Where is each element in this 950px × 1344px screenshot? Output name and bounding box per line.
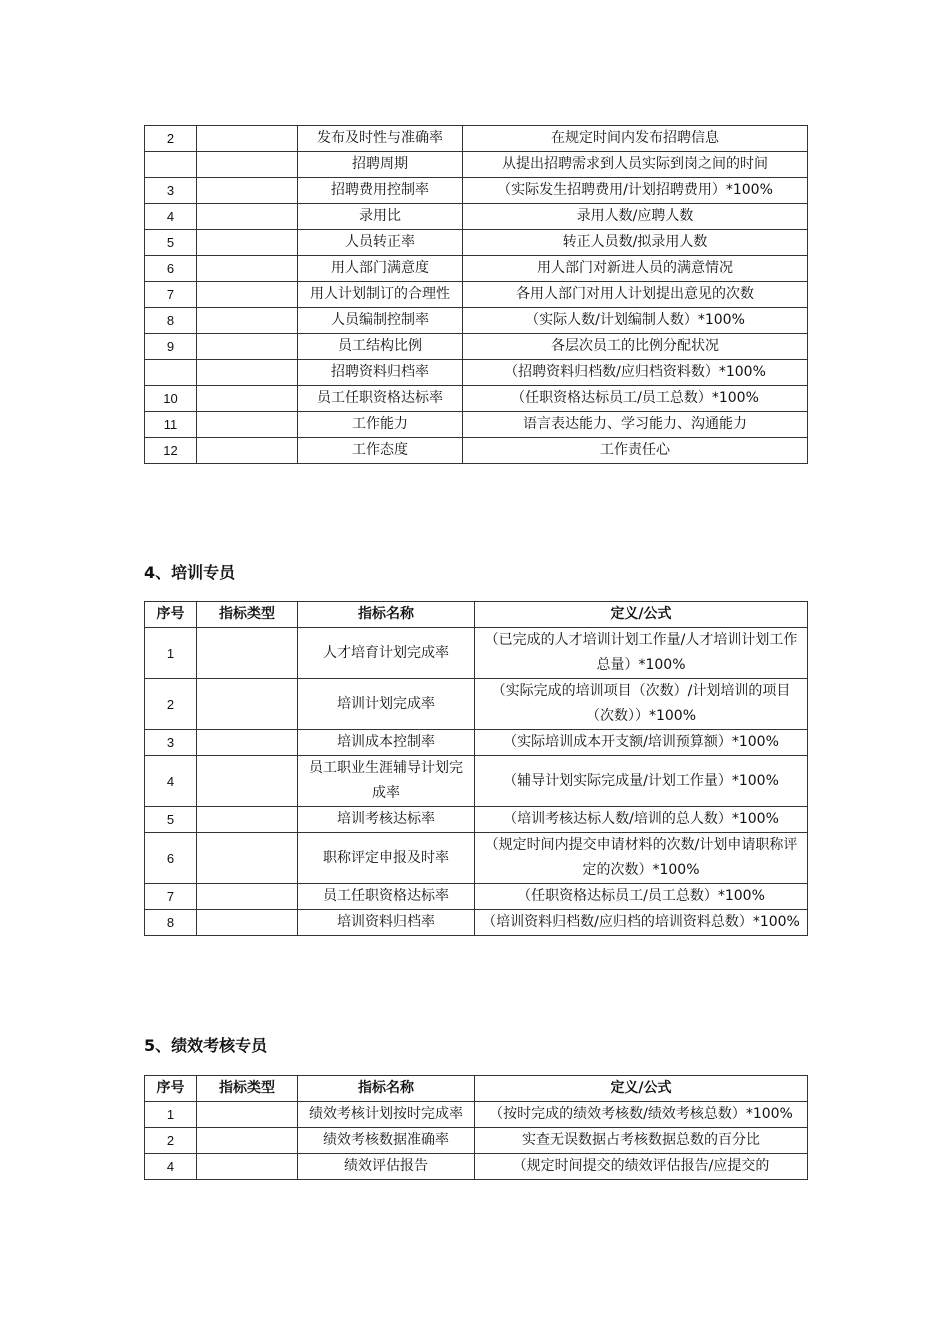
table-row [145, 230, 808, 256]
cell-no: 3 [145, 178, 197, 204]
cell-def: （规定时间提交的绩效评估报告/应提交的 [475, 1154, 808, 1180]
cell-no: 1 [145, 628, 197, 679]
cell-def: （招聘资料归档数/应归档资料数）*100% [463, 360, 808, 386]
cell-def: （已完成的人才培训计划工作量/人才培训计划工作总量）*100% [475, 628, 808, 679]
cell-type [197, 126, 298, 152]
cell-name: 绩效考核数据准确率 [298, 1128, 475, 1154]
cell-name: 培训考核达标率 [298, 807, 475, 833]
cell-type [197, 628, 298, 679]
performance-kpi-table [144, 1075, 808, 1180]
cell-def: （实际发生招聘费用/计划招聘费用）*100% [463, 178, 808, 204]
cell-type [197, 360, 298, 386]
cell-type [197, 386, 298, 412]
cell-no: 11 [145, 412, 197, 438]
cell-def: 各用人部门对用人计划提出意见的次数 [463, 282, 808, 308]
cell-def: 实查无误数据占考核数据总数的百分比 [475, 1128, 808, 1154]
cell-name: 员工任职资格达标率 [298, 386, 463, 412]
header-no: 序号 [145, 1076, 197, 1102]
table-row [145, 679, 808, 730]
cell-no: 4 [145, 1154, 197, 1180]
cell-type [197, 807, 298, 833]
cell-def: 转正人员数/拟录用人数 [463, 230, 808, 256]
cell-name: 用人部门满意度 [298, 256, 463, 282]
performance-kpi-table-body [145, 1102, 808, 1180]
cell-no: 1 [145, 1102, 197, 1128]
cell-type [197, 438, 298, 464]
table-row [145, 178, 808, 204]
cell-type [197, 1128, 298, 1154]
cell-type [197, 256, 298, 282]
cell-def: 各层次员工的比例分配状况 [463, 334, 808, 360]
table-row [145, 756, 808, 807]
cell-def: （按时完成的绩效考核数/绩效考核总数）*100% [475, 1102, 808, 1128]
header-name: 指标名称 [298, 1076, 475, 1102]
cell-def: 语言表达能力、学习能力、沟通能力 [463, 412, 808, 438]
cell-name: 用人计划制订的合理性 [298, 282, 463, 308]
cell-type [197, 730, 298, 756]
cell-no [145, 360, 197, 386]
cell-def: （任职资格达标员工/员工总数）*100% [475, 884, 808, 910]
cell-name: 员工结构比例 [298, 334, 463, 360]
cell-def: 用人部门对新进人员的满意情况 [463, 256, 808, 282]
cell-def: 工作责任心 [463, 438, 808, 464]
table-row [145, 1102, 808, 1128]
cell-no: 2 [145, 679, 197, 730]
cell-name: 招聘周期 [298, 152, 463, 178]
cell-def: （辅导计划实际完成量/计划工作量）*100% [475, 756, 808, 807]
table-row [145, 256, 808, 282]
cell-def: （规定时间内提交申请材料的次数/计划申请职称评定的次数）*100% [475, 833, 808, 884]
cell-def: 从提出招聘需求到人员实际到岗之间的时间 [463, 152, 808, 178]
table-row [145, 1128, 808, 1154]
cell-name: 员工职业生涯辅导计划完成率 [298, 756, 475, 807]
cell-no: 4 [145, 204, 197, 230]
cell-def: （培训考核达标人数/培训的总人数）*100% [475, 807, 808, 833]
cell-type [197, 282, 298, 308]
table-row [145, 884, 808, 910]
cell-no: 4 [145, 756, 197, 807]
table-row [145, 833, 808, 884]
section-heading-training: 4、培训专员 [144, 563, 236, 582]
cell-def: 在规定时间内发布招聘信息 [463, 126, 808, 152]
table-row [145, 807, 808, 833]
table-header-row [145, 1076, 808, 1102]
cell-no: 8 [145, 910, 197, 936]
table-row [145, 126, 808, 152]
cell-name: 培训计划完成率 [298, 679, 475, 730]
cell-name: 招聘资料归档率 [298, 360, 463, 386]
cell-name: 培训资料归档率 [298, 910, 475, 936]
cell-no: 6 [145, 256, 197, 282]
cell-no: 10 [145, 386, 197, 412]
header-type: 指标类型 [197, 602, 298, 628]
cell-type [197, 204, 298, 230]
table-header-row [145, 602, 808, 628]
cell-name: 招聘费用控制率 [298, 178, 463, 204]
cell-no: 5 [145, 807, 197, 833]
cell-no: 6 [145, 833, 197, 884]
cell-name: 工作态度 [298, 438, 463, 464]
cell-type [197, 152, 298, 178]
table-row [145, 438, 808, 464]
cell-no: 7 [145, 282, 197, 308]
cell-name: 发布及时性与准确率 [298, 126, 463, 152]
cell-name: 工作能力 [298, 412, 463, 438]
header-def: 定义/公式 [475, 1076, 808, 1102]
cell-type [197, 884, 298, 910]
cell-name: 人员编制控制率 [298, 308, 463, 334]
section-heading-performance: 5、绩效考核专员 [144, 1036, 268, 1055]
table-row [145, 1154, 808, 1180]
cell-name: 人员转正率 [298, 230, 463, 256]
cell-no: 5 [145, 230, 197, 256]
cell-type [197, 910, 298, 936]
table-row [145, 360, 808, 386]
cell-type [197, 412, 298, 438]
cell-no: 8 [145, 308, 197, 334]
cell-no: 7 [145, 884, 197, 910]
cell-type [197, 308, 298, 334]
cell-type [197, 1154, 298, 1180]
cell-def: （培训资料归档数/应归档的培训资料总数）*100% [475, 910, 808, 936]
cell-name: 绩效考核计划按时完成率 [298, 1102, 475, 1128]
header-type: 指标类型 [197, 1076, 298, 1102]
cell-name: 人才培育计划完成率 [298, 628, 475, 679]
table-row [145, 334, 808, 360]
cell-type [197, 756, 298, 807]
cell-type [197, 833, 298, 884]
cell-no: 2 [145, 1128, 197, 1154]
table-row [145, 204, 808, 230]
table-row [145, 910, 808, 936]
cell-type [197, 334, 298, 360]
cell-no: 9 [145, 334, 197, 360]
cell-no: 3 [145, 730, 197, 756]
cell-type [197, 230, 298, 256]
cell-name: 录用比 [298, 204, 463, 230]
table-row [145, 386, 808, 412]
table-row [145, 412, 808, 438]
cell-name: 绩效评估报告 [298, 1154, 475, 1180]
cell-name: 培训成本控制率 [298, 730, 475, 756]
cell-no: 2 [145, 126, 197, 152]
table-row [145, 730, 808, 756]
cell-def: （实际完成的培训项目（次数）/计划培训的项目（次数））*100% [475, 679, 808, 730]
table-row [145, 628, 808, 679]
cell-def: （任职资格达标员工/员工总数）*100% [463, 386, 808, 412]
training-kpi-table-body [145, 628, 808, 936]
cell-type [197, 178, 298, 204]
header-def: 定义/公式 [475, 602, 808, 628]
cell-no [145, 152, 197, 178]
cell-type [197, 1102, 298, 1128]
cell-type [197, 679, 298, 730]
recruitment-kpi-table-body [145, 126, 808, 464]
header-name: 指标名称 [298, 602, 475, 628]
cell-def: （实际培训成本开支额/培训预算额）*100% [475, 730, 808, 756]
cell-no: 12 [145, 438, 197, 464]
cell-name: 员工任职资格达标率 [298, 884, 475, 910]
cell-def: （实际人数/计划编制人数）*100% [463, 308, 808, 334]
table-row [145, 308, 808, 334]
header-no: 序号 [145, 602, 197, 628]
recruitment-kpi-table [144, 125, 808, 464]
table-row [145, 152, 808, 178]
cell-def: 录用人数/应聘人数 [463, 204, 808, 230]
table-row [145, 282, 808, 308]
cell-name: 职称评定申报及时率 [298, 833, 475, 884]
training-kpi-table [144, 601, 808, 936]
